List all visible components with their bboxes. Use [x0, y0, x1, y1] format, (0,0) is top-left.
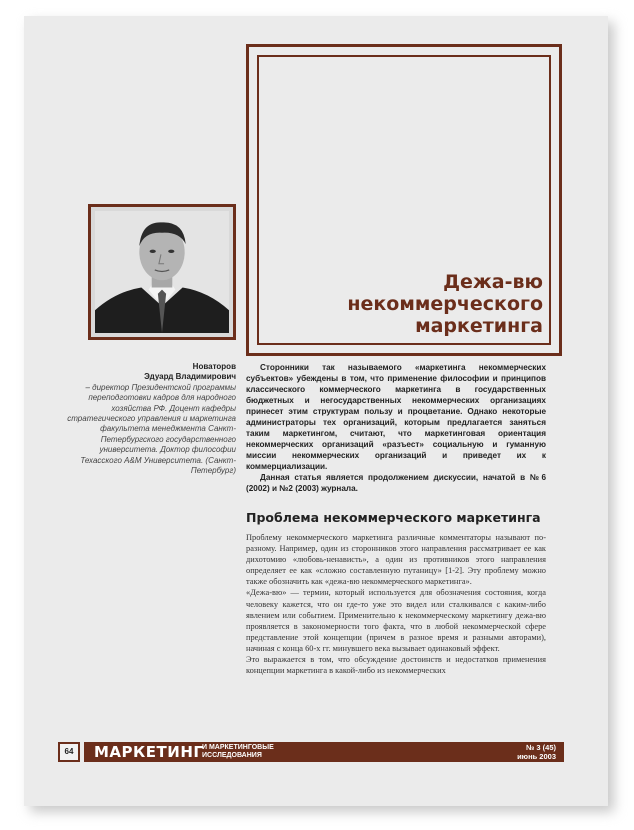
- author-bio: – директор Президентской программы переподготовки кадров для народного хозяйства РФ. Доцент кафедры стратегического управления и маркетинга факультета менеджмента Санкт-Петербургского государственного университета. Доктор философии Техасского A&M Университета. (Санкт-Петербург): [67, 382, 236, 476]
- title-line-2: некоммерческого: [347, 293, 543, 315]
- lead-paragraph-2: Данная статья является продолжением дискуссии, начатой в №6 (2002) и №2 (2003) журнала.: [246, 473, 546, 493]
- issue-info: [517, 744, 556, 761]
- brand-sub-line-2: ИССЛЕДОВАНИЯ: [202, 752, 262, 759]
- author-photo: [95, 211, 229, 333]
- lead-paragraph-1: Сторонники так называемого «маркетинга некоммерческих субъектов» убеждены в том, что применение философии и принципов классического коммерческого маркетинга в государственных бюджетных и негосударственных некоммерческих организациях принесет этим структурам пользу и процветание. Однако некоторые администраторы тех организаций, которым предлагается заняться таким маркетингом, считают, что маркетинговая ориентация некоммерческих организаций «разъест» социальную и гуманную миссии некоммерческих организаций и приведет их к коммерциализации.: [246, 363, 546, 471]
- body-paragraph-1: Проблему некоммерческого маркетинга различные комментаторы называют по-разному. Например, один из сторонников этого направления рассматривает ее как дихотомию «любовь-ненависть», а один из противников этого направления определяет ее как «сложно составленную путаницу» [1-2]. Эту проблему можно также обозначить как «дежа-вю некоммерческого маркетинга».: [246, 533, 546, 587]
- article-title: [283, 271, 543, 337]
- page-footer: [24, 740, 608, 766]
- author-block: [60, 362, 236, 476]
- body-paragraph-3: Это выражается в том, что обсуждение достоинств и недостатков применения концепции маркетинга в какой-либо из некоммерческих: [246, 655, 546, 676]
- title-line-1: Дежа-вю: [443, 271, 543, 293]
- footer-bar: [84, 742, 564, 762]
- author-surname: Новаторов: [192, 362, 236, 371]
- magazine-brand-subtitle: [202, 744, 274, 760]
- section-heading: Проблема некоммерческого маркетинга: [246, 510, 541, 525]
- title-frame: [246, 44, 562, 356]
- author-photo-frame: [88, 204, 236, 340]
- magazine-brand: МАРКЕТИНГ: [94, 743, 204, 761]
- article-body: [246, 532, 546, 676]
- page-number: 64: [58, 742, 80, 762]
- magazine-page: [24, 16, 608, 806]
- issue-date: июнь 2003: [517, 751, 556, 761]
- lead-paragraphs: [246, 362, 546, 494]
- issue-number: № 3 (45): [525, 743, 556, 752]
- author-name: Эдуард Владимирович: [144, 372, 236, 382]
- body-paragraph-2: «Дежа-вю» — термин, который используется для обозначения состояния, когда человеку кажется, что он где-то уже это видел или сталкивался с каким-либо явлением или событием. Применительно к некоммерческому маркетингу дежа-вю проявляется в закономерности того факта, что в любой некоммерческой сфере представление этой концепции (причем в разное время и разными авторами), начиная с конца 60-х гг. минувшего века вызывает одинаковый эффект.: [246, 588, 546, 653]
- title-line-3: маркетинга: [415, 315, 543, 337]
- brand-sub-line-1: И МАРКЕТИНГОВЫЕ: [202, 744, 274, 751]
